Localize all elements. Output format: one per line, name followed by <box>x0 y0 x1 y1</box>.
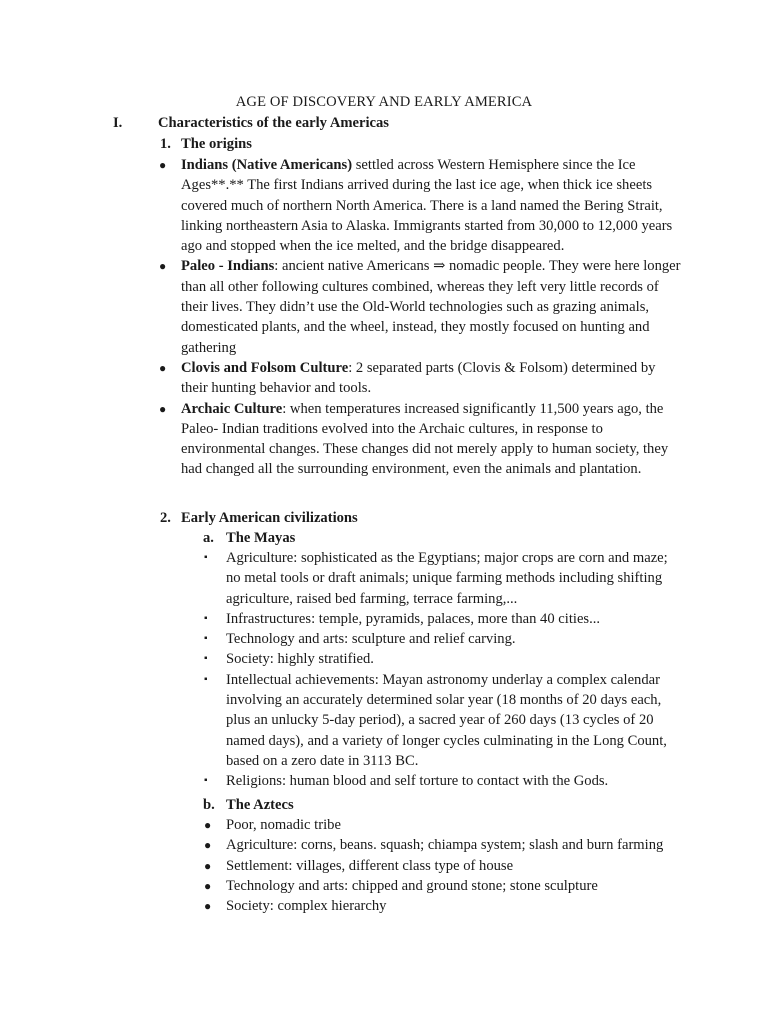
round-bullet-icon: ● <box>159 401 167 416</box>
section-heading: Characteristics of the early Americas <box>158 115 389 131</box>
list-item-text: Poor, nomadic tribe <box>226 817 341 833</box>
bullet-term: Paleo - Indians <box>181 258 275 275</box>
list-item-text: Infrastructures: temple, pyramids, palaces, more than 40 cities... <box>226 610 601 627</box>
bullet-term: Indians (Native Americans) <box>181 157 353 173</box>
list-item-text: Religions: human blood and self torture to contact with the Gods. <box>226 773 609 790</box>
list-item <box>159 256 681 357</box>
page-title: AGE OF DISCOVERY AND EARLY AMERICA <box>235 94 533 110</box>
list-item <box>204 815 682 835</box>
list-item <box>204 649 682 669</box>
round-bullet-icon: ● <box>204 838 212 853</box>
bullet-text: : when temperatures increased significantly 11,500 years ago, the Paleo- Indian traditions evolved into the Archaic cultures, in response to environmental changes. These changes did not merely apply to human society, they had changed all the surrounding environment, even the animals and plantation. <box>181 400 669 478</box>
aztecs-letter: b. <box>203 797 215 813</box>
aztecs-heading: The Aztecs <box>226 797 294 813</box>
part1-bullet-list <box>159 155 681 480</box>
bullet-term: Clovis and Folsom Culture <box>181 359 349 376</box>
list-item-text: Intellectual achievements: Mayan astronomy underlay a complex calendar involving an accurately determined solar year (18 months of 20 days each, plus an unlucky 5-day period), a sacred year of 260 days (13 cycles of 20 named days), and a variety of longer cycles culminating in the Long Count, based on a zero date in 3113 BC. <box>226 671 667 769</box>
list-item-text: Agriculture: corns, beans. squash; chiampa system; slash and burn farming <box>226 837 664 854</box>
part2-row <box>0 508 768 529</box>
square-bullet-icon: ▪ <box>204 775 208 787</box>
list-item-text: Society: highly stratified. <box>226 651 374 668</box>
square-bullet-icon: ▪ <box>204 552 208 563</box>
section-row <box>0 113 768 134</box>
part1-number: 1. <box>160 136 171 152</box>
bullet-text: : ancient native Americans ⇒ nomadic people. They were here longer than all other following cultures combined, whereas they left very little records of their lives. They didn’t use the Old-World technologies such as grazing animals, domesticated plants, and the wheel, instead, they mostly focused on hunting and gathering <box>181 258 681 356</box>
list-item <box>204 609 682 629</box>
list-item <box>204 876 682 896</box>
list-item <box>204 670 682 771</box>
round-bullet-icon: ● <box>159 360 167 375</box>
bullet-text: : 2 separated parts (Clovis & Folsom) determined by their hunting behavior and tools. <box>181 359 656 397</box>
list-item-text: Technology and arts: sculpture and relief carving. <box>226 631 516 648</box>
part1-row <box>0 134 768 155</box>
list-item <box>159 399 681 480</box>
list-item <box>159 358 681 399</box>
bullet-term: Archaic Culture <box>181 400 283 417</box>
list-item-text: Agriculture: sophisticated as the Egyptians; major crops are corn and maze; no metal tools or draft animals; unique farming methods including shifting agriculture, raised bed farming, terrace farming,... <box>226 550 668 607</box>
list-item <box>204 548 682 609</box>
list-item <box>204 896 682 916</box>
round-bullet-icon: ● <box>204 818 212 832</box>
list-item <box>204 771 682 791</box>
round-bullet-icon: ● <box>204 899 212 914</box>
list-item <box>204 629 682 649</box>
list-item <box>204 856 682 876</box>
square-bullet-icon: ▪ <box>204 673 208 685</box>
list-item-text: Technology and arts: chipped and ground stone; stone sculpture <box>226 877 598 894</box>
square-bullet-icon: ▪ <box>204 633 208 645</box>
round-bullet-icon: ● <box>159 158 167 172</box>
section-numeral: I. <box>113 115 123 131</box>
list-item-text: Settlement: villages, different class type of house <box>226 857 514 874</box>
aztecs-row <box>0 795 768 816</box>
bullet-text: settled across Western Hemisphere since the Ice Ages**.** The first Indians arrived during the last ice age, when thick ice sheets covered much of northern North America. There is a land named the Bering Strait, linking northeastern Asia to Alaska. Immigrants started from 30,000 to 12,000 years ago and stopped when the ice melted, and the bridge disappeared. <box>181 157 673 255</box>
mayas-letter: a. <box>203 530 214 546</box>
list-item-text: Society: complex hierarchy <box>226 898 387 915</box>
part2-number: 2. <box>160 510 171 526</box>
part2-heading: Early American civilizations <box>181 510 358 526</box>
list-item <box>204 835 682 855</box>
round-bullet-icon: ● <box>204 878 212 893</box>
aztecs-bullet-list <box>204 815 682 916</box>
mayas-row <box>0 528 768 549</box>
round-bullet-icon: ● <box>159 259 167 274</box>
square-bullet-icon: ▪ <box>204 653 208 665</box>
list-item <box>159 155 681 256</box>
round-bullet-icon: ● <box>204 858 212 873</box>
part1-heading: The origins <box>181 136 252 152</box>
square-bullet-icon: ▪ <box>204 612 208 624</box>
mayas-bullet-list <box>204 548 682 792</box>
mayas-heading: The Mayas <box>226 530 296 546</box>
